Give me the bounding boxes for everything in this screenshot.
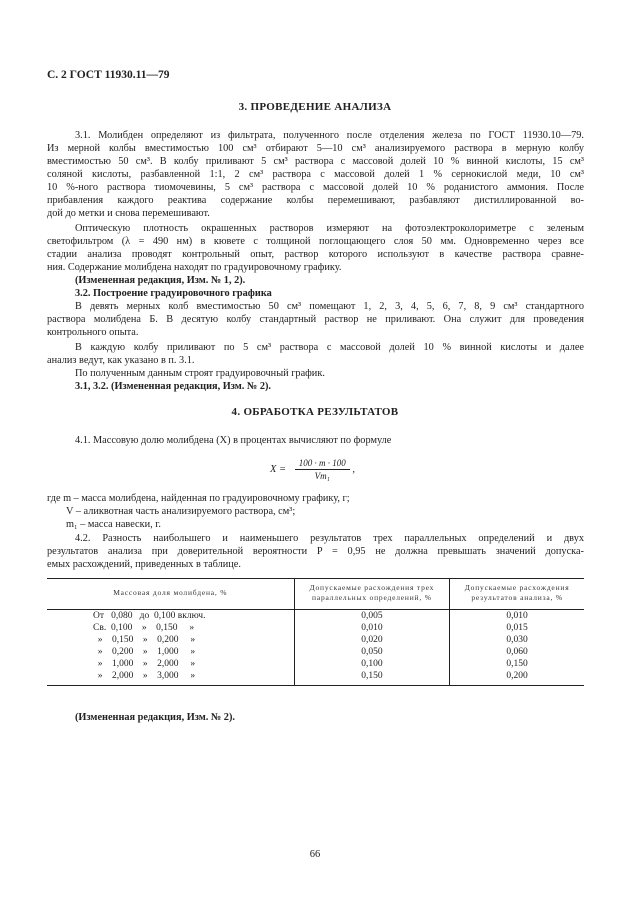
- table-cell: 0,020: [294, 634, 450, 646]
- revision-note: (Измененная редакция, Изм. № 1, 2).: [75, 275, 246, 286]
- text-line: ния. Содержание молибдена находят по градуировочному графику.: [47, 262, 342, 273]
- section-4-title: 4. ОБРАБОТКА РЕЗУЛЬТАТОВ: [231, 406, 399, 418]
- text-line: В каждую колбу приливают по 5 см³ раствора с массовой долей 10 % винной кислоты и далее: [75, 342, 584, 353]
- text-line: 4.1. Массовую долю молибдена (X) в процентах вычисляют по формуле: [75, 435, 392, 446]
- table-row: [47, 646, 584, 658]
- text-line: результатов анализа при доверительной вероятности P = 0,95 не должна превышать значений допуска-: [47, 546, 584, 557]
- table-cell: 0,030: [450, 634, 584, 646]
- table-header-cell: Допускаемые расхождения результатов анализа, %: [450, 579, 584, 610]
- page-number: 66: [309, 849, 321, 860]
- where-line: где m – масса молибдена, найденная по градуировочному графику, г;: [47, 493, 350, 504]
- table-cell: 0,050: [294, 646, 450, 658]
- table-cell: 0,200: [450, 670, 584, 686]
- table-cell: » 2,000 » 3,000 »: [47, 670, 294, 686]
- text-line: стадии анализа проводят контрольный опыт, раствор которого используют в качестве раствора сравне-: [47, 249, 584, 260]
- table-row: [47, 670, 584, 686]
- text-line: емых расхождений, приведенных в таблице.: [47, 559, 241, 570]
- text-line: В девять мерных колб вместимостью 50 см³ помещают 1, 2, 3, 4, 5, 6, 7, 8, 9 см³ стандартного: [75, 301, 584, 312]
- text-line: Оптическую плотность окрашенных растворов измеряют на фотоэлектроколориметре с зеленым: [75, 223, 584, 234]
- table-header-cell: Массовая доля молибдена, %: [47, 579, 294, 610]
- table-cell: 0,005: [294, 610, 450, 623]
- formula-fraction: [295, 458, 350, 481]
- formula: [270, 458, 355, 481]
- formula-tail: ,: [352, 463, 355, 475]
- text-line: 4.2. Разность наибольшего и наименьшего результатов трех параллельных определений и двух: [75, 533, 584, 544]
- where-line: m₁ – масса навески, г.: [66, 519, 161, 530]
- formula-lhs: X =: [270, 463, 287, 475]
- text-line: светофильтром (λ = 490 нм) в кювете с толщиной поглощающего слоя 50 мм. Одновременно через все: [47, 236, 584, 247]
- text-line: 10 %-ного раствора тиомочевины, 5 см³ раствора с массовой долей 10 % роданистого аммония. После: [47, 182, 584, 193]
- table-row: [47, 610, 584, 623]
- text-line: вместимостью 50 см³. В колбу приливают 5 см³ раствора с массовой долей 10 % винной кислоты, 15 см³: [47, 156, 584, 167]
- table-cell: От 0,080 до 0,100 включ.: [93, 611, 206, 621]
- table-cell: 0,100: [294, 658, 450, 670]
- table-cell: » 0,200 » 1,000 »: [93, 647, 196, 657]
- text-line: По полученным данным строят градуировочный график.: [75, 368, 325, 379]
- table-header-row: [47, 579, 584, 610]
- text-line: раствора молибдена Б. В десятую колбу стандартный раствор не приливают. Она служит для проведения: [47, 314, 584, 325]
- text-line: анализ ведут, как указано в п. 3.1.: [47, 355, 195, 366]
- formula-denominator: Vm₁: [314, 471, 330, 481]
- subsection-3-2-title: 3.2. Построение градуировочного графика: [75, 288, 272, 299]
- text-line: дой до метки и снова перемешивают.: [47, 208, 210, 219]
- table-row: [47, 622, 584, 634]
- text-line: контрольного опыта.: [47, 327, 139, 338]
- table-cell: 0,150: [294, 670, 450, 686]
- table-cell: 0,060: [450, 646, 584, 658]
- table-header-cell: Допускаемые расхождения трех параллельных определений, %: [294, 579, 450, 610]
- table-cell: » 1,000 » 2,000 »: [93, 659, 196, 669]
- where-line: V – аликвотная часть анализируемого раствора, см³;: [66, 506, 296, 517]
- table-cell: 0,010: [450, 610, 584, 623]
- table-row: [47, 634, 584, 646]
- section-3-title: 3. ПРОВЕДЕНИЕ АНАЛИЗА: [238, 101, 392, 113]
- tolerance-table: [47, 578, 584, 686]
- text-line: 3.1. Молибден определяют из фильтрата, полученного после отделения железа по ГОСТ 11930.10—79.: [75, 130, 584, 141]
- page-header: С. 2 ГОСТ 11930.11—79: [47, 69, 170, 81]
- table-cell: 0,150: [450, 658, 584, 670]
- revision-note: (Измененная редакция, Изм. № 2).: [75, 712, 235, 723]
- table-row: [47, 658, 584, 670]
- text-line: соляной кислоты, разбавленной 1:1, 2 см³ раствора с массовой долей 1 % сернокислой меди, 10 см³: [47, 169, 584, 180]
- revision-note: 3.1, 3.2. (Измененная редакция, Изм. № 2).: [75, 381, 271, 392]
- table-cell: 0,015: [450, 622, 584, 634]
- table-cell: » 0,150 » 0,200 »: [93, 635, 196, 645]
- table-cell: Св. 0,100 » 0,150 »: [93, 623, 195, 633]
- text-line: прибавления каждого реактива содержание колбы перемешивают, разбавляют дистиллированной во-: [47, 195, 584, 206]
- formula-numerator: 100 · m · 100: [295, 458, 350, 470]
- text-line: Из мерной колбы вместимостью 100 см³ отбирают 5—10 см³ анализируемого раствора в мерную колбу: [47, 143, 584, 154]
- table-cell: 0,010: [294, 622, 450, 634]
